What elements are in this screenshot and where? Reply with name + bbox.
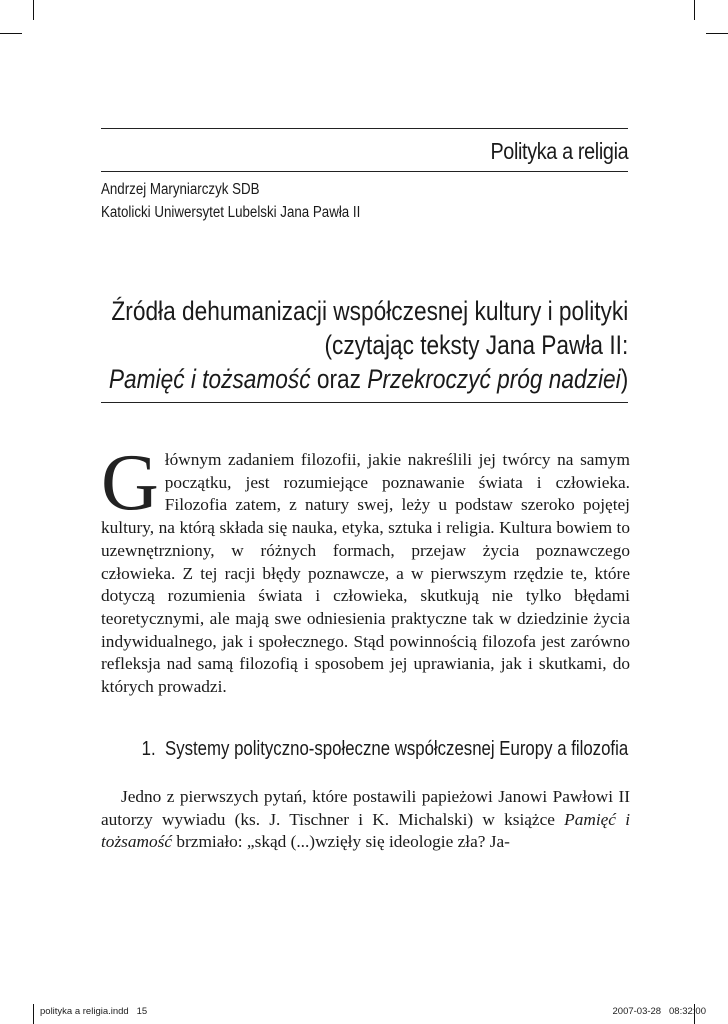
author-block bbox=[101, 178, 360, 224]
section-title: Polityka a religia bbox=[490, 138, 628, 164]
intro-text: łównym zadaniem filozofii, jakie nakreślili jej twórcy na samym początku, jest rozumiejące poznawanie świata i człowieka. Filozofia zatem, z natury swej, leży u podstaw szeroko pojętej kultury, na którą składa się nauka, etyka, sztuka i religia. Kultura bowiem to uzewnętrzniony, w różnych formach, przejaw życia poznawczego człowieka. Z tej racji błędy poznawcze, a w pierwszym rzędzie te, które dotyczą rozumienia świata i człowieka, skutkują nie tylko błędami teoretycznymi, ale mają swe odniesienia praktyczne tak w dziedzinie życia indywidualnego, jak i społecznego. Stąd powinnością filozofa jest zarówno refleksja nad samą filozofią i sposobem jej uprawiania, jak i skutkami, do których prowadzi. bbox=[101, 450, 630, 697]
article-title bbox=[109, 294, 628, 396]
drop-cap: G bbox=[101, 439, 159, 527]
title-rule bbox=[101, 402, 628, 403]
title-conjunction: oraz bbox=[310, 364, 368, 394]
header-rule-top bbox=[101, 128, 628, 129]
section-heading: 1. Systemy polityczno-społeczne współczesnej Europy a filozofia bbox=[141, 738, 628, 760]
title-work-1: Pamięć i tożsamość bbox=[108, 364, 311, 394]
crop-mark bbox=[706, 33, 728, 34]
crop-mark bbox=[33, 0, 34, 20]
intro-paragraph bbox=[101, 439, 630, 699]
paragraph-text-end: brzmiało: „skąd (...)wzięły się ideologie zła? Ja- bbox=[172, 832, 510, 852]
paragraph-text-start: Jedno z pierwszych pytań, które postawili papieżowi Janowi Pawłowi II autorzy wywiadu (ks. J. Tischner i K. Michalski) w książce bbox=[101, 787, 630, 829]
crop-mark bbox=[33, 1004, 34, 1024]
book-title: Pamięć i tożsamość bbox=[101, 809, 630, 852]
title-close-paren: ) bbox=[620, 364, 628, 394]
title-line-2: (czytając teksty Jana Pawła II: bbox=[324, 330, 628, 360]
crop-mark bbox=[694, 0, 695, 20]
title-line-3 bbox=[109, 362, 628, 396]
author-name: Andrzej Maryniarczyk SDB bbox=[101, 181, 260, 198]
body-paragraph bbox=[101, 786, 630, 854]
author-affiliation: Katolicki Uniwersytet Lubelski Jana Pawła II bbox=[101, 204, 361, 221]
title-work-2: Przekroczyć próg nadziei bbox=[367, 364, 621, 394]
title-line-1: Źródła dehumanizacji współczesnej kultury i polityki bbox=[111, 296, 628, 326]
crop-mark bbox=[0, 33, 22, 34]
footer-timestamp: 2007-03-28 08:32:00 bbox=[612, 1006, 706, 1017]
header-rule-bottom bbox=[101, 171, 628, 172]
footer-filename: polityka a religia.indd 15 bbox=[40, 1006, 148, 1017]
